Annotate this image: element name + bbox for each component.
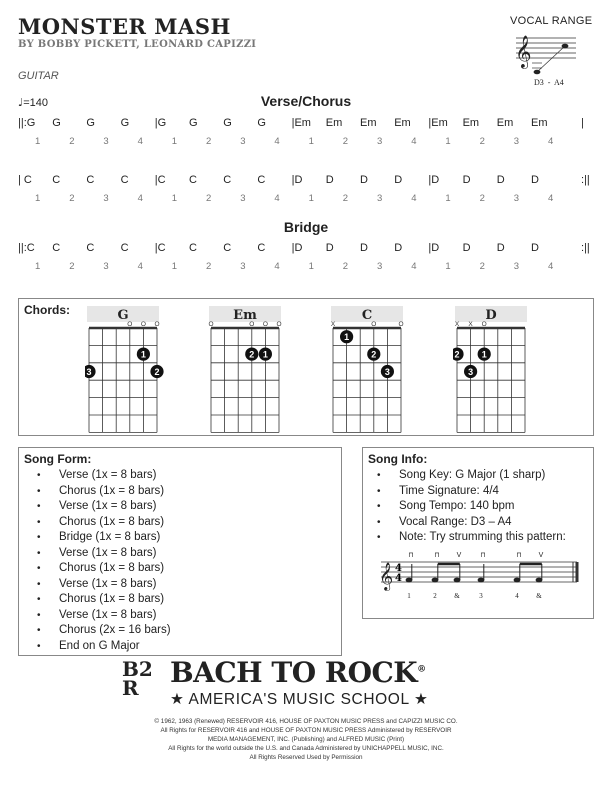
logo-name: BACH TO ROCK — [170, 656, 418, 689]
chord-name: G — [117, 308, 129, 323]
copyright-notice — [100, 717, 512, 762]
chord-diagram-g — [85, 306, 165, 434]
verse-chorus-title: Verse/Chorus — [260, 93, 352, 109]
beat-number: 4 — [411, 136, 417, 147]
chord-symbol: G — [120, 117, 130, 129]
chord-symbol: G — [86, 117, 95, 129]
chord-symbol: D — [496, 242, 505, 254]
beat-number: 4 — [411, 261, 417, 272]
chord-symbol: Em — [531, 117, 548, 129]
finger-number: 2 — [454, 349, 460, 360]
chord-symbol: D — [360, 242, 368, 254]
note-head-icon — [514, 578, 521, 583]
strum-count: & — [536, 592, 542, 600]
beat-number: 3 — [377, 261, 383, 272]
beat-number: 1 — [171, 136, 178, 147]
list-item: • Verse (1x = 8 bars) — [33, 546, 171, 562]
open-string-marker: O — [398, 321, 404, 328]
chord-symbol: D — [531, 242, 539, 254]
verse-chorus-line-2 — [18, 174, 593, 188]
strum-direction-icon: ⊓ — [434, 552, 440, 559]
chord-symbol: :|| — [581, 174, 590, 186]
chord-symbol: D — [496, 174, 505, 186]
strum-count: 4 — [515, 592, 519, 600]
chord-symbol: |D — [291, 174, 303, 186]
logo-mark-top: B2 — [122, 657, 153, 681]
chord-symbol: ||:G — [18, 117, 36, 129]
copyright-line: All Rights for the world outside the U.S. and Canada Administered by UNICHAPPELL MUSIC, INC. — [168, 745, 444, 752]
list-item: • Song Key: G Major (1 sharp) — [373, 468, 566, 484]
chord-symbol: G — [189, 117, 198, 129]
vocal-range-notes — [534, 78, 564, 87]
beat-number: 1 — [445, 261, 451, 272]
bridge-title: Bridge — [283, 219, 329, 235]
chord-symbol: C — [189, 174, 197, 186]
finger-number: 1 — [481, 349, 487, 360]
beat-number: 3 — [240, 193, 246, 204]
chord-symbol: C — [52, 242, 61, 254]
chord-diagram-c — [329, 306, 409, 434]
low-note-icon — [534, 70, 541, 75]
vocal-range-staff — [510, 28, 580, 78]
beat-number: 3 — [103, 193, 109, 204]
chord-symbol: |Em — [291, 117, 311, 129]
beat-count-row — [18, 261, 593, 273]
chord-symbol: :|| — [581, 242, 590, 254]
list-item: • Chorus (2x = 16 bars) — [33, 623, 171, 639]
muted-string-marker: X — [454, 321, 460, 328]
instrument-label: GUITAR — [18, 70, 59, 82]
chord-symbol: Em — [325, 117, 343, 129]
list-item: • Verse (1x = 8 bars) — [33, 499, 171, 515]
note-head-icon — [536, 578, 543, 583]
chord-symbol: G — [257, 117, 266, 129]
open-string-marker: O — [154, 321, 160, 328]
open-string-marker: O — [276, 321, 282, 328]
chord-symbol: |G — [154, 117, 167, 129]
finger-number: 1 — [344, 332, 350, 342]
beat-number: 4 — [548, 193, 554, 204]
list-item: • End on G Major — [33, 639, 171, 655]
chord-symbol: |D — [428, 174, 440, 186]
list-item: • Song Tempo: 140 bpm — [373, 499, 566, 515]
open-string-marker: O — [208, 321, 214, 328]
song-title: MONSTER MASH — [18, 14, 231, 39]
list-item: • Chorus (1x = 8 bars) — [33, 484, 171, 500]
quarter-note-icon: ♩ — [18, 96, 24, 109]
chord-symbol: |C — [154, 174, 166, 186]
chord-diagram-em — [207, 306, 287, 434]
chord-symbol: |D — [428, 242, 440, 254]
note-head-icon — [454, 578, 461, 583]
beat-number: 1 — [35, 193, 41, 204]
logo-mark-bottom: R — [122, 676, 139, 700]
treble-clef-icon: 𝄞 — [515, 35, 532, 68]
chord-symbol: |Em — [428, 117, 448, 129]
muted-string-marker: X — [330, 321, 336, 328]
strum-direction-icon: ⊓ — [480, 552, 486, 559]
beat-number: 4 — [274, 136, 280, 147]
beat-number: 3 — [377, 136, 383, 147]
chord-symbol: Em — [462, 117, 480, 129]
beat-number: 2 — [206, 193, 212, 204]
chord-symbol: C — [223, 174, 232, 186]
beat-number: 3 — [240, 261, 246, 272]
chord-symbol: |C — [154, 242, 166, 254]
chord-symbol: C — [86, 242, 95, 254]
note-head-icon — [478, 578, 485, 583]
copyright-line: © 1962, 1963 (Renewed) RESERVOIR 416, HOUSE OF PAXTON MUSIC PRESS and CAPIZZI MUSIC CO. — [154, 718, 458, 725]
high-note-icon — [562, 44, 569, 49]
strum-direction-icon: V — [456, 552, 462, 559]
song-form-list — [33, 468, 171, 654]
chords-title: Chords: — [24, 303, 70, 317]
chord-symbol: Em — [360, 117, 377, 129]
chord-symbol: G — [223, 117, 232, 129]
registered-mark: ® — [417, 664, 426, 675]
strum-direction-icon: V — [538, 552, 544, 559]
vocal-range-separator: - — [547, 78, 551, 87]
finger-number: 2 — [371, 349, 377, 360]
muted-string-marker: X — [468, 321, 473, 328]
chord-symbol: C — [189, 242, 197, 254]
strum-count: 2 — [433, 592, 437, 600]
vocal-range-label: VOCAL RANGE — [510, 15, 593, 27]
beat-number: 2 — [69, 261, 75, 272]
open-string-marker: O — [481, 321, 487, 328]
chord-symbol: C — [86, 174, 95, 186]
finger-number: 2 — [249, 349, 255, 360]
finger-number: 3 — [468, 366, 474, 377]
list-item: • Chorus (1x = 8 bars) — [33, 515, 171, 531]
chord-diagram-d — [453, 306, 533, 434]
beat-number: 2 — [206, 136, 212, 147]
strum-count: & — [454, 592, 460, 600]
song-form-title: Song Form: — [24, 452, 92, 466]
finger-number: 2 — [154, 366, 160, 377]
beat-number: 1 — [35, 136, 41, 147]
chord-symbol: D — [325, 174, 334, 186]
beat-number: 4 — [274, 193, 280, 204]
beat-number: 4 — [137, 193, 143, 204]
beat-number: 2 — [479, 261, 485, 272]
list-item: • Note: Try strumming this pattern: — [373, 530, 566, 546]
chord-name: Em — [233, 308, 257, 323]
beat-number: 1 — [308, 261, 314, 272]
beat-number: 1 — [445, 136, 451, 147]
beat-number: 2 — [206, 261, 212, 272]
tempo-value: =140 — [23, 97, 48, 109]
beat-number: 3 — [377, 193, 383, 204]
copyright-line: All Rights for RESERVOIR 416 and HOUSE OF PAXTON MUSIC PRESS Administered by RESERVOIR — [160, 727, 452, 734]
beat-number: 3 — [513, 261, 520, 272]
beat-number: 2 — [342, 193, 349, 204]
time-sig-top: 4 — [395, 563, 402, 574]
beat-number: 2 — [69, 193, 75, 204]
note-head-icon — [432, 578, 439, 583]
finger-number: 1 — [262, 349, 268, 360]
song-info-list — [373, 468, 566, 546]
beat-number: 4 — [137, 261, 143, 272]
beat-number: 2 — [479, 193, 485, 204]
chord-symbol: Em — [394, 117, 411, 129]
list-item: • Verse (1x = 8 bars) — [33, 608, 171, 624]
chord-symbol: | C — [18, 174, 32, 186]
song-info-panel — [362, 447, 594, 619]
song-authors: BY BOBBY PICKETT, LEONARD CAPIZZI — [18, 39, 257, 50]
time-sig-bottom: 4 — [395, 573, 402, 584]
chord-symbol: C — [120, 242, 129, 254]
list-item: • Vocal Range: D3 – A4 — [373, 515, 566, 531]
chord-symbol: D — [360, 174, 368, 186]
tempo-marking — [18, 96, 48, 109]
beat-number: 3 — [103, 261, 109, 272]
vocal-range-high: A4 — [554, 78, 564, 87]
beat-number: 1 — [308, 193, 314, 204]
chord-symbol: D — [394, 242, 403, 254]
chord-symbol: G — [52, 117, 61, 129]
list-item: • Chorus (1x = 8 bars) — [33, 561, 171, 577]
chord-symbol: D — [462, 242, 471, 254]
beat-number: 1 — [308, 136, 314, 147]
beat-number: 1 — [171, 261, 178, 272]
chord-symbol: C — [223, 242, 232, 254]
chord-symbol: C — [257, 242, 266, 254]
copyright-line: All Rights Reserved Used by Permission — [249, 754, 363, 761]
beat-count-row — [18, 136, 593, 148]
finger-number: 3 — [86, 366, 92, 377]
list-item: • Bridge (1x = 8 bars) — [33, 530, 171, 546]
beat-number: 2 — [342, 136, 349, 147]
copyright-line: MEDIA MANAGEMENT, INC. (Publishing) and ALFRED MUSIC (Print) — [207, 736, 405, 743]
beat-number: 4 — [274, 261, 280, 272]
song-info-title: Song Info: — [368, 452, 428, 466]
beat-count-row — [18, 193, 593, 205]
chord-symbol: C — [52, 174, 61, 186]
beat-number: 3 — [513, 136, 520, 147]
beat-number: 4 — [137, 136, 143, 147]
chord-symbol: D — [394, 174, 403, 186]
treble-clef-icon: 𝄞 — [379, 562, 394, 590]
chord-symbol: D — [531, 174, 539, 186]
list-item: • Verse (1x = 8 bars) — [33, 468, 171, 484]
logo-tagline: ★ AMERICA'S MUSIC SCHOOL ★ — [170, 691, 429, 708]
beat-number: 1 — [445, 193, 451, 204]
note-head-icon — [406, 578, 413, 583]
open-string-marker: O — [127, 321, 133, 328]
beat-number: 1 — [171, 193, 178, 204]
strum-direction-icon: ⊓ — [408, 552, 414, 559]
chord-symbol: C — [120, 174, 129, 186]
strum-pattern-staff — [377, 552, 587, 608]
beat-number: 3 — [240, 136, 246, 147]
chord-symbol: C — [257, 174, 266, 186]
vocal-range-low: D3 — [534, 78, 544, 87]
list-item: • Time Signature: 4/4 — [373, 484, 566, 500]
strum-count: 1 — [407, 592, 411, 600]
strum-count: 3 — [479, 592, 483, 600]
finger-number: 1 — [140, 349, 146, 360]
verse-chorus-line-1 — [18, 117, 593, 131]
bridge-line-1 — [18, 242, 593, 256]
chord-name: C — [361, 308, 373, 323]
beat-number: 4 — [548, 261, 554, 272]
song-form-panel — [18, 447, 342, 656]
chord-symbol: D — [325, 242, 334, 254]
beat-number: 1 — [35, 261, 41, 272]
finger-number: 3 — [384, 366, 390, 377]
beat-number: 3 — [103, 136, 109, 147]
beat-number: 2 — [342, 261, 349, 272]
chord-symbol: |D — [291, 242, 303, 254]
chord-symbol: ||:C — [18, 242, 35, 254]
open-string-marker: O — [262, 321, 268, 328]
list-item: • Verse (1x = 8 bars) — [33, 577, 171, 593]
strum-direction-icon: ⊓ — [516, 552, 522, 559]
beat-number: 4 — [548, 136, 554, 147]
list-item: • Chorus (1x = 8 bars) — [33, 592, 171, 608]
chord-symbol: | — [581, 117, 584, 129]
chord-symbol: Em — [496, 117, 514, 129]
beat-number: 3 — [513, 193, 520, 204]
open-string-marker: O — [371, 321, 377, 328]
chord-symbol: D — [462, 174, 471, 186]
beat-number: 2 — [69, 136, 75, 147]
beat-number: 4 — [411, 193, 417, 204]
beat-number: 2 — [479, 136, 485, 147]
open-string-marker: O — [249, 321, 255, 328]
chord-name: D — [485, 308, 497, 323]
open-string-marker: O — [140, 321, 146, 328]
